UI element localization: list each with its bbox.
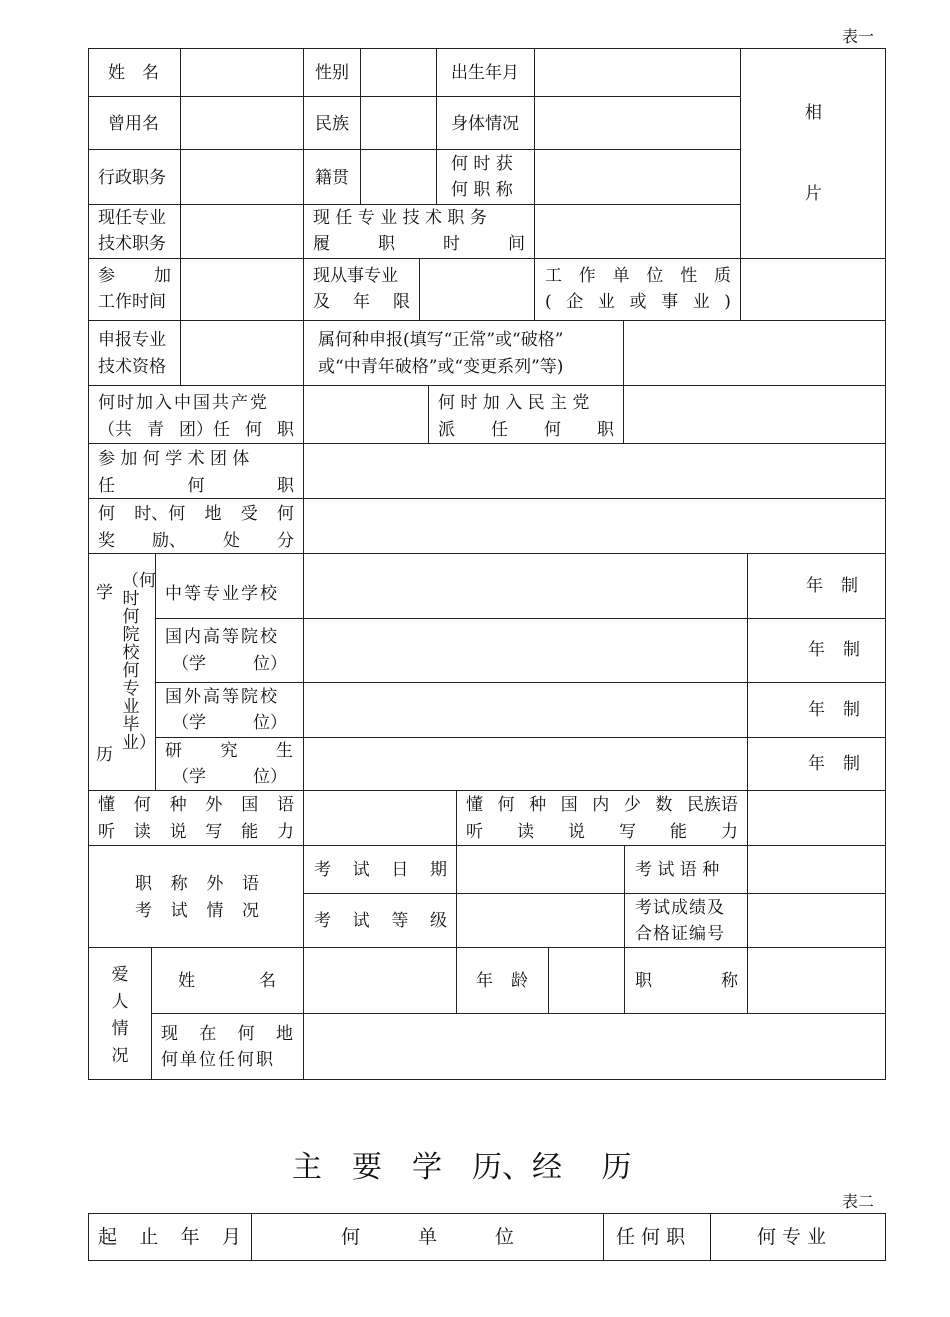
academic-label-2: 任 何 职: [98, 476, 294, 496]
section-title: 主 要 学 历、经 历: [292, 1150, 632, 1185]
edu-row-field[interactable]: [303, 553, 748, 619]
tenure-label-2: 履 职 时 间: [313, 234, 525, 254]
cpc-join-field[interactable]: [303, 385, 429, 444]
exam-title-label-2: 考 试 情 况: [135, 901, 259, 921]
cpc-join-label-2: （共 青 团）任 何 职: [98, 420, 294, 440]
native-place-field[interactable]: [360, 149, 437, 205]
spouse-work-field[interactable]: [303, 1013, 886, 1080]
photo-label-2: 片: [805, 184, 822, 204]
edu-row-label: 国内高等院校: [165, 627, 279, 647]
current-title-label-2: 技术职务: [98, 234, 166, 254]
table2-label: 表二: [842, 1192, 875, 1211]
cpc-join-label-1: 何时加入中国共产党: [98, 393, 269, 413]
exam-level-label: 考 试 等 级: [314, 911, 447, 931]
exam-date-field[interactable]: [456, 845, 625, 894]
former-name-field[interactable]: [180, 96, 304, 150]
title-time-field[interactable]: [534, 149, 741, 205]
exam-level-field[interactable]: [456, 893, 625, 948]
gender-field[interactable]: [360, 48, 437, 97]
edu-term-label: 年 制: [808, 640, 860, 660]
spouse-side-label: 爱人情况: [111, 965, 129, 1066]
demparty-label-2: 派 任 何 职: [438, 420, 614, 440]
col-post-label: 任 何 职: [616, 1226, 686, 1248]
spouse-age-field[interactable]: [548, 947, 625, 1014]
tenure-label-1: 现 任 专 业 技 术 职 务: [313, 208, 487, 228]
exam-score-field[interactable]: [747, 893, 886, 948]
current-major-field[interactable]: [419, 258, 535, 321]
awards-label-2: 奖 励、 处 分: [98, 531, 294, 551]
edu-row-degree: （学 位）: [172, 654, 287, 674]
col-unit-label: 何 单 位: [341, 1226, 514, 1248]
edu-term-label: 年 制: [808, 754, 860, 774]
academic-label-1: 参 加 何 学 术 团 体: [98, 449, 250, 469]
edu-term-label: 年 制: [808, 700, 860, 720]
apply-qual-label-2: 技术资格: [98, 357, 166, 377]
edu-row-degree: （学 位）: [172, 713, 287, 733]
work-start-label-2: 工作时间: [98, 292, 166, 312]
exam-date-label: 考 试 日 期: [314, 860, 447, 880]
admin-post-label: 行政职务: [98, 168, 166, 188]
foreign-lang-field[interactable]: [303, 790, 457, 846]
exam-lang-field[interactable]: [747, 845, 886, 894]
apply-qual-field[interactable]: [180, 320, 304, 386]
birth-field[interactable]: [534, 48, 741, 97]
title-time-label-1: 何 时 获: [451, 154, 513, 174]
demparty-label-1: 何 时 加 入 民 主 党: [438, 393, 590, 413]
edu-row-label: 研 究 生: [165, 741, 293, 761]
foreign-lang-label-1: 懂 何 种 外 国 语: [98, 795, 294, 815]
name-label: 姓 名: [108, 63, 159, 83]
former-name-label: 曾用名: [108, 114, 159, 134]
minority-lang-label-2: 听 读 说 写 能 力: [466, 822, 738, 842]
current-title-field[interactable]: [180, 204, 304, 259]
academic-field[interactable]: [303, 443, 886, 499]
awards-field[interactable]: [303, 498, 886, 554]
apply-type-label-2: 或“中青年破格”或“变更系列”等): [318, 357, 564, 377]
table1-label: 表一: [842, 27, 875, 46]
edu-row-degree: （学 位）: [172, 767, 287, 787]
exam-score-label-1: 考试成绩及: [635, 898, 725, 918]
minority-lang-field[interactable]: [747, 790, 886, 846]
edu-side-bottom: 历: [96, 745, 113, 765]
tenure-field[interactable]: [534, 204, 741, 259]
demparty-field[interactable]: [623, 385, 886, 444]
apply-type-field[interactable]: [623, 320, 886, 386]
apply-qual-label-1: 申报专业: [98, 330, 166, 350]
photo-label-1: 相: [805, 103, 822, 123]
title-time-label-2: 何 职 称: [451, 180, 513, 200]
native-place-label: 籍贯: [315, 168, 349, 188]
spouse-name-label: 姓 名: [178, 971, 276, 991]
health-field[interactable]: [534, 96, 741, 150]
spouse-title-field[interactable]: [747, 947, 886, 1014]
spouse-work-label-1: 现 在 何 地: [161, 1024, 293, 1044]
health-label: 身体情况: [451, 114, 519, 134]
edu-side-top: 学: [96, 583, 113, 603]
current-major-label-2: 及 年 限: [313, 292, 410, 312]
edu-row-field[interactable]: [303, 682, 748, 738]
ethnicity-label: 民族: [315, 114, 349, 134]
unit-nature-label-2: ( 企 业 或 事 业 ): [545, 292, 731, 312]
exam-title-label-1: 职 称 外 语: [135, 874, 259, 894]
spouse-work-label-2: 何单位任何职: [161, 1050, 275, 1070]
current-major-label-1: 现从事专业: [313, 266, 398, 286]
edu-term-label: 年 制: [806, 576, 858, 596]
spouse-title-label: 职 称: [635, 971, 738, 991]
exam-score-label-2: 合格证编号: [635, 924, 725, 944]
ethnicity-field[interactable]: [360, 96, 437, 150]
work-start-label-1: 参 加: [98, 266, 171, 286]
edu-row-label: 国外高等院校: [165, 687, 279, 707]
col-period-label: 起 止 年 月: [98, 1226, 241, 1248]
spouse-age-label: 年 龄: [476, 971, 528, 991]
col-major-label: 何 专 业: [757, 1226, 827, 1248]
edu-vertical-note: （何时何院校何专业毕业）: [122, 571, 156, 753]
edu-row-label: 中等专业学校: [165, 584, 279, 604]
edu-row-field[interactable]: [303, 618, 748, 683]
edu-row-field[interactable]: [303, 737, 748, 791]
awards-label-1: 何 时、何 地 受 何: [98, 504, 294, 524]
exam-lang-label: 考 试 语 种: [635, 860, 720, 880]
work-start-field[interactable]: [180, 258, 304, 321]
minority-lang-label-1: 懂 何 种 国 内 少 数 民族语: [466, 795, 738, 815]
birth-label: 出生年月: [451, 63, 519, 83]
spouse-name-field[interactable]: [303, 947, 457, 1014]
photo-box[interactable]: [740, 48, 886, 259]
current-title-label-1: 现任专业: [98, 208, 166, 228]
gender-label: 性别: [315, 63, 349, 83]
unit-nature-label-1: 工 作 单 位 性 质: [545, 266, 731, 286]
apply-type-label-1: 属何种申报(填写“正常”或“破格”: [318, 330, 564, 350]
admin-post-field[interactable]: [180, 149, 304, 205]
foreign-lang-label-2: 听 读 说 写 能 力: [98, 822, 294, 842]
unit-nature-field[interactable]: [740, 258, 886, 321]
name-field[interactable]: [180, 48, 304, 97]
